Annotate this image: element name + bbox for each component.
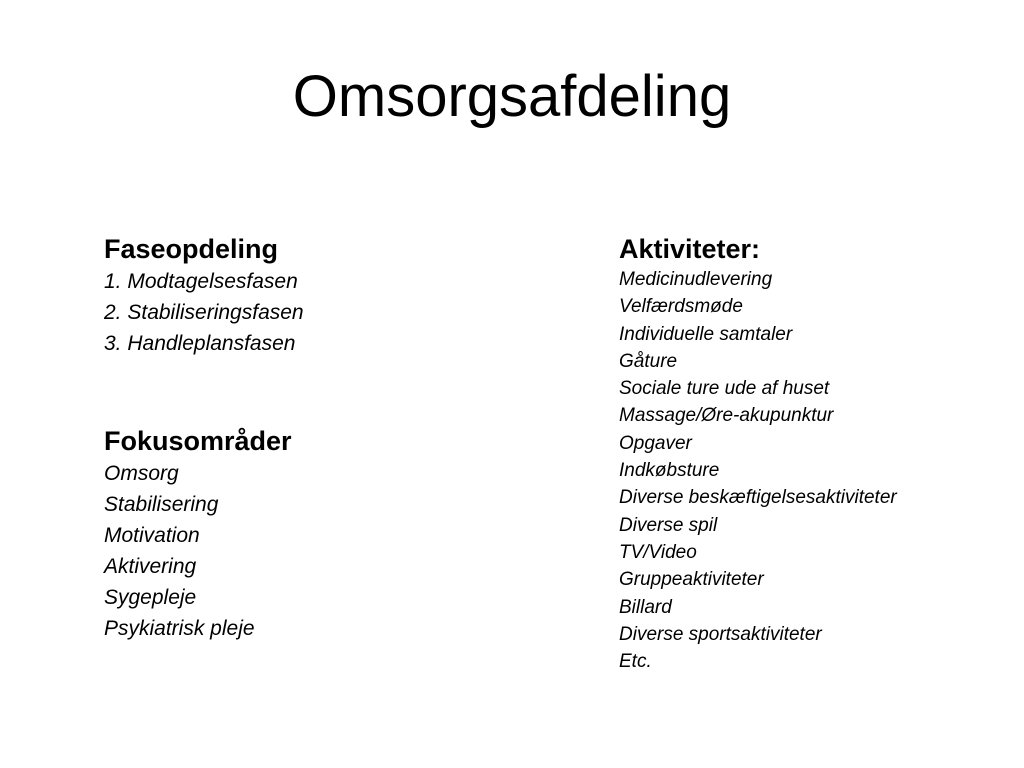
activity-item: Gåture <box>619 350 678 372</box>
section-spacer <box>104 359 524 424</box>
activity-item: Gruppeaktiviteter <box>619 569 764 591</box>
activity-item: Diverse sportsaktiviteter <box>619 623 822 645</box>
activity-item: Medicinudlevering <box>619 269 773 290</box>
phase-item: 1. Modtagelsesfasen <box>104 270 298 293</box>
focus-item: Psykiatrisk pleje <box>104 617 255 640</box>
activity-item: Indkøbsture <box>619 460 720 482</box>
activity-item: Diverse beskæftigelsesaktiviteter <box>619 487 897 509</box>
activity-item: Individuelle samtaler <box>619 323 793 345</box>
focus-list <box>104 458 524 644</box>
activity-item: Velfærdsmøde <box>619 296 743 318</box>
phase-item: 2. Stabiliseringsfasen <box>104 301 304 324</box>
focus-heading: Fokusområder <box>104 426 292 456</box>
activity-item: Massage/Øre-akupunktur <box>619 405 834 427</box>
activity-item: Opgaver <box>619 432 692 454</box>
activities-list <box>619 266 1019 675</box>
activity-item: Billard <box>619 596 672 618</box>
focus-item: Aktivering <box>104 555 197 578</box>
focus-item: Sygepleje <box>104 586 197 609</box>
activity-item: Sociale ture ude af huset <box>619 378 830 400</box>
left-column <box>104 232 524 644</box>
focus-item: Omsorg <box>104 462 179 485</box>
slide-title: Omsorgsafdeling <box>292 64 732 129</box>
activity-item: TV/Video <box>619 541 697 563</box>
focus-item: Motivation <box>104 524 200 547</box>
activity-item: Diverse spil <box>619 514 718 536</box>
activity-item: Etc. <box>619 651 652 673</box>
activities-heading: Aktiviteter: <box>619 234 761 264</box>
phases-list <box>104 266 524 359</box>
phase-item: 3. Handleplansfasen <box>104 332 296 355</box>
right-column <box>619 232 1019 675</box>
focus-item: Stabilisering <box>104 493 219 516</box>
phases-heading: Faseopdeling <box>104 234 279 264</box>
